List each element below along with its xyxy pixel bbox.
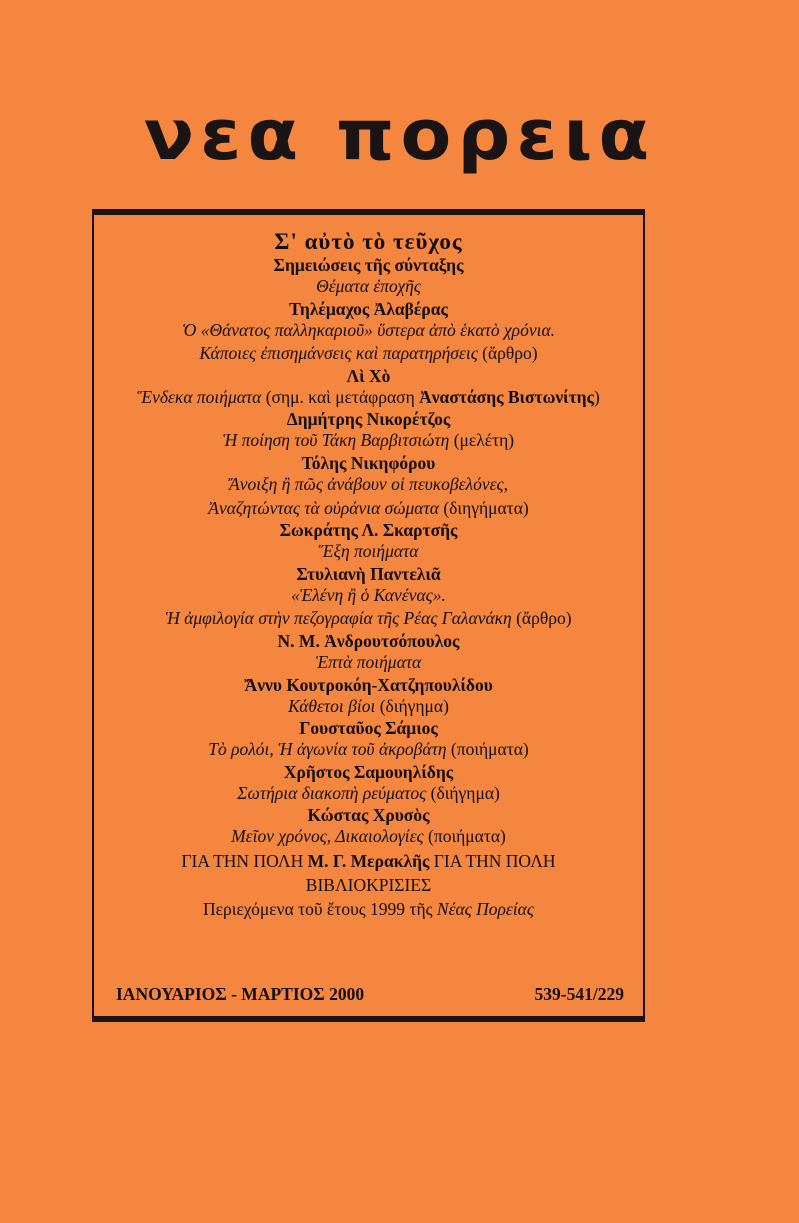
entry-author: Δημήτρης Νικορέτζος (286, 409, 451, 430)
toc-entry (94, 366, 643, 410)
entry-author: Χρῆστος Σαμουηλίδης (283, 761, 454, 782)
entry-work: Ὁ «Θάνατος παλληκαριοῦ» ὕστερα ἀπὸ ἑκατὸ χρόνια. (181, 319, 556, 340)
entry-work: Ἡ ποίηση τοῦ Τάκη Βαρβιτσιώτη (μελέτη) (222, 430, 515, 451)
entry-author: Λὶ Χὸ (346, 365, 391, 386)
entry-work: Ἄνοιξη ἢ πῶς ἀνάβουν οἱ πευκοβελόνες, (229, 473, 508, 494)
toc-entry (94, 409, 643, 453)
toc-entry (94, 762, 643, 806)
entry-work: Ἑπτὰ ποιήματα (315, 651, 422, 672)
issue-number: 539-541/229 (534, 984, 624, 1004)
entry-work: Θέματα ἐποχῆς (316, 276, 421, 296)
entry-author: Γουσταῦος Σάμιος (299, 718, 438, 739)
entry-work: Μεῖον χρόνος, Δικαιολογίες (ποιήματα) (231, 826, 506, 847)
entry-work: Ἕξη ποιήματα (318, 541, 419, 562)
toc-entry (94, 631, 643, 675)
issue-date: ΙΑΝΟΥΑΡΙΟΣ - ΜΑΡΤΙΟΣ 2000 (116, 984, 365, 1004)
entry-work: Κάποιες ἐπισημάνσεις καὶ παρατηρήσεις (ἄρθρο) (199, 343, 538, 364)
entry-work: Τὸ ρολόι, Ἡ ἀγωνία τοῦ ἀκροβάτη (ποιήματα) (208, 739, 529, 760)
section-line: ΓΙΑ ΤΗΝ ΠΟΛΗ Μ. Γ. Μερακλῆς ΓΙΑ ΤΗΝ ΠΟΛΗ (181, 850, 556, 871)
entry-author: Ν. Μ. Ἀνδρουτσόπουλος (277, 630, 460, 651)
section-line: ΒΙΒΛΙΟΚΡΙΣΙΕΣ (305, 874, 432, 895)
entry-author: Στυλιανὴ Παντελιᾶ (296, 563, 441, 584)
toc-entry (94, 718, 643, 762)
entry-author: Τόλης Νικηφόρου (301, 452, 436, 473)
issue-footer (116, 984, 624, 1005)
contents-heading: Σ' αὐτὸ τὸ τεῦχος (274, 229, 463, 254)
toc-entry (94, 255, 643, 299)
entry-work: Κάθετοι βίοι (διήγημα) (288, 695, 449, 716)
table-of-contents (94, 229, 643, 921)
toc-entry (94, 520, 643, 564)
toc-entry (94, 805, 643, 849)
entry-author: Τηλέμαχος Ἀλαβέρας (289, 298, 448, 319)
entry-author: Σημειώσεις τῆς σύνταξης (273, 255, 464, 275)
entry-work: Ἕνδεκα ποιήματα (σημ. καὶ μετάφραση Ἀναστάσης Βιστωνίτης) (137, 386, 600, 407)
entry-work: Σωτήρια διακοπὴ ρεύματος (διήγημα) (237, 782, 500, 803)
magazine-title: νεα πορεια (143, 94, 656, 176)
toc-entry (94, 564, 643, 631)
entry-work: Ἡ ἀμφιλογία στὴν πεζογραφία τῆς Ρέας Γαλανάκη (ἄρθρο) (165, 608, 572, 629)
entry-work: «Ἑλένη ἢ ὁ Κανένας». (291, 584, 446, 605)
entry-author: Ἄννυ Κουτροκόη-Χατζηπουλίδου (244, 674, 493, 695)
entry-author: Σωκράτης Λ. Σκαρτσῆς (279, 520, 458, 541)
toc-entry (94, 453, 643, 520)
toc-entry (94, 675, 643, 719)
entry-work: Ἀναζητώντας τὰ οὐράνια σώματα (διηγήματα) (208, 497, 529, 518)
translator-name: Ἀναστάσης Βιστωνίτης (419, 386, 594, 407)
toc-entry (94, 299, 643, 366)
section-line: Περιεχόμενα τοῦ ἔτους 1999 τῆς Νέας Πορείας (203, 898, 534, 919)
section-author: Μ. Γ. Μερακλῆς (307, 850, 430, 871)
entry-author: Κώστας Χρυσὸς (307, 805, 430, 826)
